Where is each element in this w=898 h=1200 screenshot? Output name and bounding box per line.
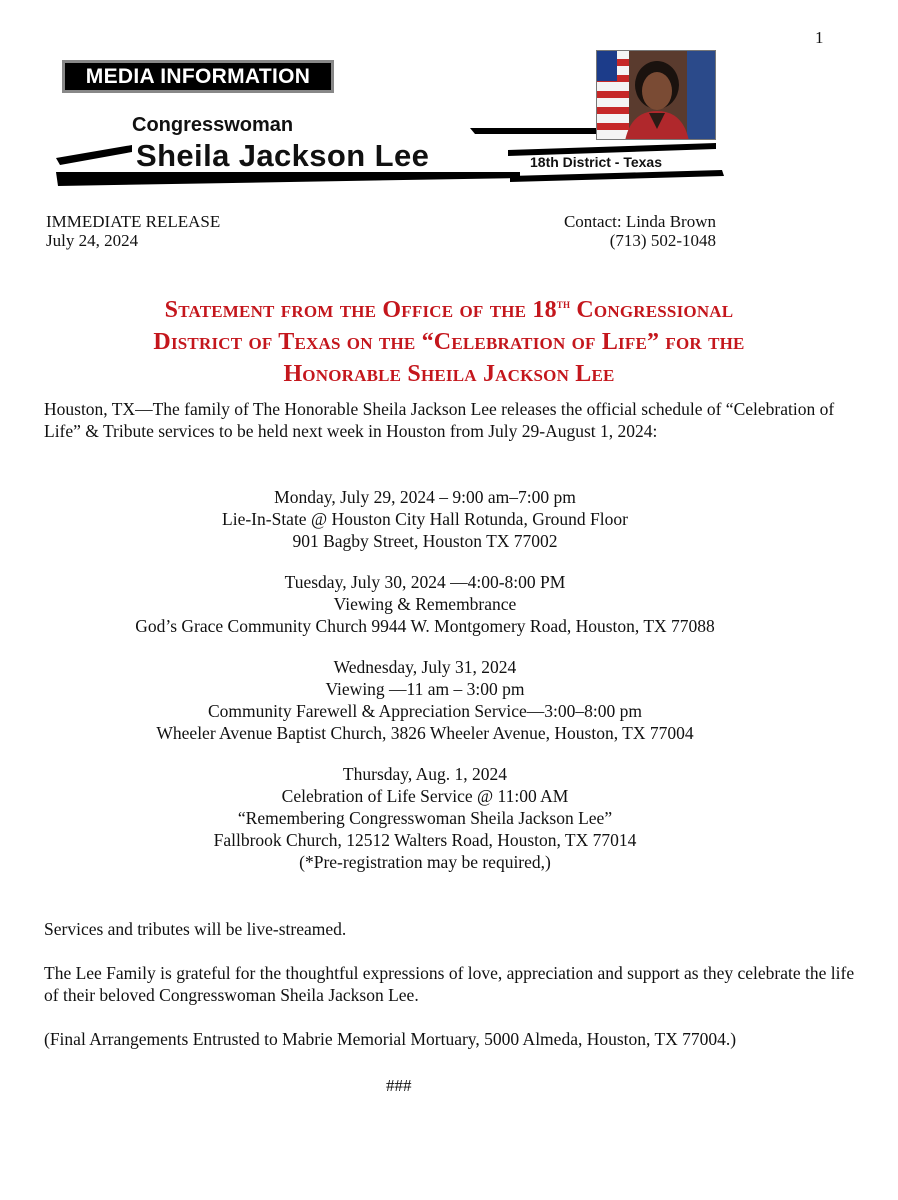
page-number: 1 [815, 28, 824, 47]
event-line: Celebration of Life Service @ 11:00 AM [281, 786, 569, 806]
title-line-1-text: Statement from the Office of the 18 [164, 297, 557, 323]
event-line: Thursday, Aug. 1, 2024 [342, 764, 508, 784]
congresswoman-label: Congresswoman [132, 114, 294, 136]
media-information-badge: MEDIA INFORMATION [62, 60, 334, 93]
contact-info [520, 212, 716, 250]
title-line-2: District of Texas on the “Celebration of Life” for the [153, 329, 745, 355]
letterhead-stripes [0, 0, 898, 200]
event-line: “Remembering Congresswoman Sheila Jackson Lee” [237, 808, 613, 828]
title-line-1 [40, 288, 858, 326]
event-line: Tuesday, July 30, 2024 —4:00-8:00 PM [284, 572, 566, 592]
gratitude-paragraph: The Lee Family is grateful for the thoughtful expressions of love, appreciation and support as they celebrate the life of their beloved Congresswoman Sheila Jackson Lee. [44, 963, 855, 1005]
release-date: July 24, 2024 [46, 231, 139, 250]
contact-phone: (713) 502-1048 [609, 231, 716, 250]
letterhead [0, 0, 898, 200]
event-line: Viewing & Remembrance [333, 594, 517, 614]
livestream-note: Services and tributes will be live-streamed. [44, 919, 347, 939]
event-line: Fallbrook Church, 12512 Walters Road, Houston, TX 77014 [213, 830, 637, 850]
event-block [30, 486, 820, 552]
event-block [30, 763, 820, 873]
event-line: Lie-In-State @ Houston City Hall Rotunda, Ground Floor [222, 509, 628, 529]
event-line: 901 Bagby Street, Houston TX 77002 [292, 531, 558, 551]
congresswoman-name: Sheila Jackson Lee [136, 138, 430, 173]
release-label: IMMEDIATE RELEASE [46, 212, 221, 231]
event-line: Wheeler Avenue Baptist Church, 3826 Wheeler Avenue, Houston, TX 77004 [156, 723, 694, 743]
statement-title [40, 288, 858, 390]
event-block [30, 571, 820, 637]
portrait-photo [596, 50, 716, 140]
event-schedule [30, 486, 820, 892]
final-arrangements: (Final Arrangements Entrusted to Mabrie Memorial Mortuary, 5000 Almeda, Houston, TX 77004.) [44, 1029, 737, 1049]
event-line: Monday, July 29, 2024 – 9:00 am–7:00 pm [274, 487, 576, 507]
title-line-3: Honorable Sheila Jackson Lee [283, 361, 615, 387]
event-line: Community Farewell & Appreciation Service—3:00–8:00 pm [207, 701, 643, 721]
end-mark: ### [386, 1076, 412, 1095]
release-info [46, 212, 220, 250]
contact-name: Contact: Linda Brown [563, 212, 716, 231]
event-line: Wednesday, July 31, 2024 [333, 657, 517, 677]
event-line: God’s Grace Community Church 9944 W. Montgomery Road, Houston, TX 77088 [135, 616, 715, 636]
event-line: (*Pre-registration may be required,) [299, 852, 551, 872]
district-label: 18th District - Texas [530, 154, 663, 170]
title-line-1-end: Congressional [570, 297, 734, 323]
event-line: Viewing —11 am – 3:00 pm [325, 679, 525, 699]
event-block [30, 656, 820, 744]
intro-paragraph: Houston, TX—The family of The Honorable Sheila Jackson Lee releases the official schedule of “Celebration of Life” & Tribute services to be held next week in Houston from July 29-August 1, 2024: [44, 399, 835, 441]
title-superscript: th [556, 296, 571, 311]
